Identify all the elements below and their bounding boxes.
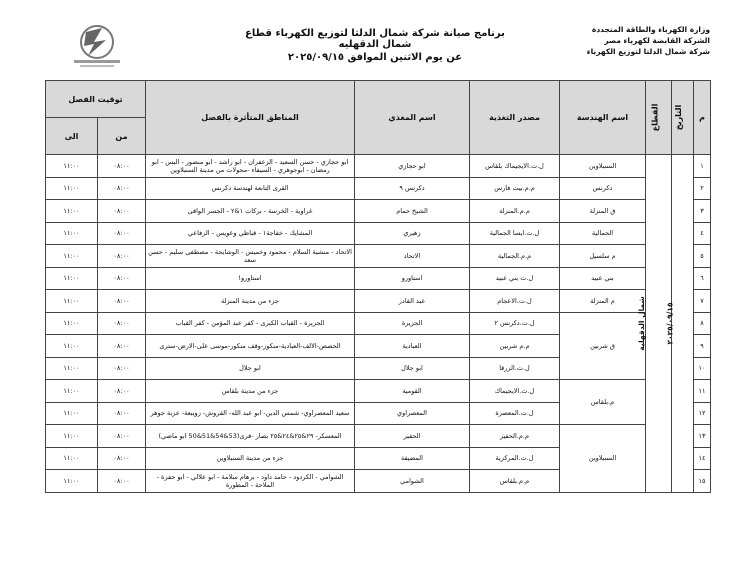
areas-cell: الجزيرة - القباب الكبرى - كفر عبد المؤمن - كفر القباب [146, 312, 355, 335]
source-cell: م.م.بلقاس [470, 470, 560, 493]
merged-sector: شمال الدقهلية [637, 295, 647, 351]
feeder-cell: ابو جلال [355, 357, 470, 380]
table-row [46, 177, 711, 200]
row-num: ٥ [694, 245, 711, 268]
source-cell: م.م.بيت فارس [470, 177, 560, 200]
areas-cell: استاورو! [146, 267, 355, 290]
row-num: ١٢ [694, 402, 711, 425]
to-cell: ١١:٠٠ [46, 245, 98, 268]
feeder-cell: الاتحاد [355, 245, 470, 268]
from-cell: ٠٨:٠٠ [98, 357, 146, 380]
from-cell: ٠٨:٠٠ [98, 335, 146, 358]
source-cell: ل.ت.ايسا الجمالية [470, 222, 560, 245]
table-row [46, 245, 711, 268]
engineering-cell: م سلسيل [560, 245, 646, 268]
feeder-cell: استاورو [355, 267, 470, 290]
feeder-cell: الشيخ حمام [355, 200, 470, 223]
engineering-cell: ق المنزلة [560, 200, 646, 223]
source-cell: ل.ت.الزرقا [470, 357, 560, 380]
feeder-cell: المضيفة [355, 447, 470, 470]
engineering-cell: السنبلاوين [560, 155, 646, 178]
from-cell: ٠٨:٠٠ [98, 267, 146, 290]
row-num: ٨ [694, 312, 711, 335]
to-cell: ١١:٠٠ [46, 222, 98, 245]
document-header [0, 0, 750, 78]
to-cell: ١١:٠٠ [46, 312, 98, 335]
row-num: ١١ [694, 380, 711, 403]
source-cell: م.م.الجمالية [470, 245, 560, 268]
engineering-cell: ق شربين [560, 312, 646, 380]
row-num: ٢ [694, 177, 711, 200]
areas-cell: غراوية - الخرسة - بركات ١&٢ - الجسر الواقى [146, 200, 355, 223]
to-cell: ١١:٠٠ [46, 470, 98, 493]
header-feeder: اسم المغذي [355, 81, 470, 155]
engineering-cell: دكرنس [560, 177, 646, 200]
areas-cell: جزء من مدينة المنزلة [146, 290, 355, 313]
engineering-cell: م.بلقاس [560, 380, 646, 425]
from-cell: ٠٨:٠٠ [98, 380, 146, 403]
header-areas: المناطق المتأثرة بالفصل [146, 81, 355, 155]
from-cell: ٠٨:٠٠ [98, 425, 146, 448]
row-num: ٣ [694, 200, 711, 223]
areas-cell: الاتحاد - منشية السلام - محمود وخميس - الوشايحة - مصطفى سليم - حسن سعد [146, 245, 355, 268]
merged-date: ٢٠٢٥/٠٩/١٥ [665, 302, 675, 345]
from-cell: ٠٨:٠٠ [98, 222, 146, 245]
ministry-line-3: شركة شمال الدلتا لتوزيع الكهرباء [586, 47, 710, 56]
table-row [46, 200, 711, 223]
row-num: ١٥ [694, 470, 711, 493]
to-cell: ١١:٠٠ [46, 447, 98, 470]
to-cell: ١١:٠٠ [46, 267, 98, 290]
source-cell: ل.ت.الاعجام [470, 290, 560, 313]
areas-cell: ابو حجازي - حسن السعيد - الزعفران - ابو راشد - ابو منصور - البس - ابو رمضان - ابوجوهري - السيفاء -محولات من مدينة السنبلاوين [146, 155, 355, 178]
header-from: من [98, 118, 146, 155]
company-logo-icon [62, 22, 132, 70]
to-cell: ١١:٠٠ [46, 425, 98, 448]
header-to: الى [46, 118, 98, 155]
feeder-cell: زهيري [355, 222, 470, 245]
header-num: م [694, 81, 711, 155]
areas-cell: الشوامي - الكردود - حامد داود - برهام سلامة - ابو علالي - ابو حفرة - الملاحة - المطورة [146, 470, 355, 493]
from-cell: ٠٨:٠٠ [98, 290, 146, 313]
to-cell: ١١:٠٠ [46, 357, 98, 380]
feeder-cell: الحفير [355, 425, 470, 448]
source-cell: ل.ت.المعصرة [470, 402, 560, 425]
source-cell: ل.ت.دكرنس ٢ [470, 312, 560, 335]
engineering-cell: السنبلاوين [560, 425, 646, 493]
row-num: ١ [694, 155, 711, 178]
header-source: مصدر التغذية [470, 81, 560, 155]
header-sector: القطاع [646, 81, 672, 155]
table-row [46, 312, 711, 335]
areas-cell: ابو جلال [146, 357, 355, 380]
from-cell: ٠٨:٠٠ [98, 200, 146, 223]
table-row [46, 155, 711, 178]
table-row [46, 267, 711, 290]
feeder-cell: القومية [355, 380, 470, 403]
feeder-cell: عبد القادر [355, 290, 470, 313]
row-num: ٩ [694, 335, 711, 358]
ministry-block [550, 24, 710, 57]
from-cell: ٠٨:٠٠ [98, 312, 146, 335]
maintenance-table [45, 80, 711, 493]
from-cell: ٠٨:٠٠ [98, 177, 146, 200]
areas-cell: جزء من مدينة بلقاس [146, 380, 355, 403]
to-cell: ١١:٠٠ [46, 177, 98, 200]
ministry-line-1: وزارة الكهرباء والطاقة المتجددة [591, 25, 710, 34]
table-row [46, 222, 711, 245]
feeder-cell: المعصراوي [355, 402, 470, 425]
from-cell: ٠٨:٠٠ [98, 245, 146, 268]
table-row [46, 425, 711, 448]
engineering-cell: م المنزلة [560, 290, 646, 313]
to-cell: ١١:٠٠ [46, 335, 98, 358]
title-line-1: برنامج صيانة شركة شمال الدلتا لتوزيع الكهرباء قطاع شمال الدقهليه [245, 28, 505, 50]
areas-cell: جزء من مدينة السنبلاوين [146, 447, 355, 470]
from-cell: ٠٨:٠٠ [98, 402, 146, 425]
source-cell: ل.ت.المركزية [470, 447, 560, 470]
row-num: ١٠ [694, 357, 711, 380]
feeder-cell: الجزيرة [355, 312, 470, 335]
from-cell: ٠٨:٠٠ [98, 155, 146, 178]
engineering-cell: الجمالية [560, 222, 646, 245]
from-cell: ٠٨:٠٠ [98, 470, 146, 493]
row-num: ١٤ [694, 447, 711, 470]
row-num: ٤ [694, 222, 711, 245]
source-cell: م.م.المنزلة [470, 200, 560, 223]
to-cell: ١١:٠٠ [46, 290, 98, 313]
table-body [46, 155, 711, 493]
to-cell: ١١:٠٠ [46, 380, 98, 403]
source-cell: م.م شربين [470, 335, 560, 358]
areas-cell: الحصص-الالف-العبادية-منكور-وقف منكور-موسى على-الارض-سترى [146, 335, 355, 358]
row-num: ٧ [694, 290, 711, 313]
row-num: ١٣ [694, 425, 711, 448]
header-date: التاريخ [672, 81, 694, 155]
areas-cell: المعسكر- ٢٩&٢٥&٢٤&٢٥ بصار -قرى(53&54&51&50 ابو ماضي) [146, 425, 355, 448]
feeder-cell: العبادية [355, 335, 470, 358]
row-num: ٦ [694, 267, 711, 290]
header-cut-time: توقيت الفصل [46, 81, 146, 118]
header-engineering: اسم الهندسة [560, 81, 646, 155]
feeder-cell: ابو حجازي [355, 155, 470, 178]
ministry-line-2: الشركة القابضة لكهرباء مصر [604, 36, 710, 45]
title-line-2: عن يوم الاثنين الموافق ٢٠٢٥/٠٩/١٥ [287, 52, 463, 63]
table-row [46, 290, 711, 313]
areas-cell: سعيد المعصراوي- شمس الدين- ابو عبد الله- القروش- زويبعة- عزبة جوهر [146, 402, 355, 425]
feeder-cell: الشوامي [355, 470, 470, 493]
from-cell: ٠٨:٠٠ [98, 447, 146, 470]
document-title [230, 28, 520, 63]
feeder-cell: دكرنس ٩ [355, 177, 470, 200]
source-cell: ل.ت بني عبيد [470, 267, 560, 290]
to-cell: ١١:٠٠ [46, 155, 98, 178]
source-cell: ل.ت.الايجيماك [470, 380, 560, 403]
areas-cell: القرى التابعة لهندسة دكرنس [146, 177, 355, 200]
source-cell: ل.ت.الايجيماك بلقاس [470, 155, 560, 178]
to-cell: ١١:٠٠ [46, 200, 98, 223]
source-cell: م.م.الحفير [470, 425, 560, 448]
merged-date-cell [665, 155, 694, 493]
to-cell: ١١:٠٠ [46, 402, 98, 425]
engineering-cell: بني عبيد [560, 267, 646, 290]
table-row [46, 380, 711, 403]
areas-cell: المشايك - خفاجة١ - قباطي وعويس - الرفاعي [146, 222, 355, 245]
